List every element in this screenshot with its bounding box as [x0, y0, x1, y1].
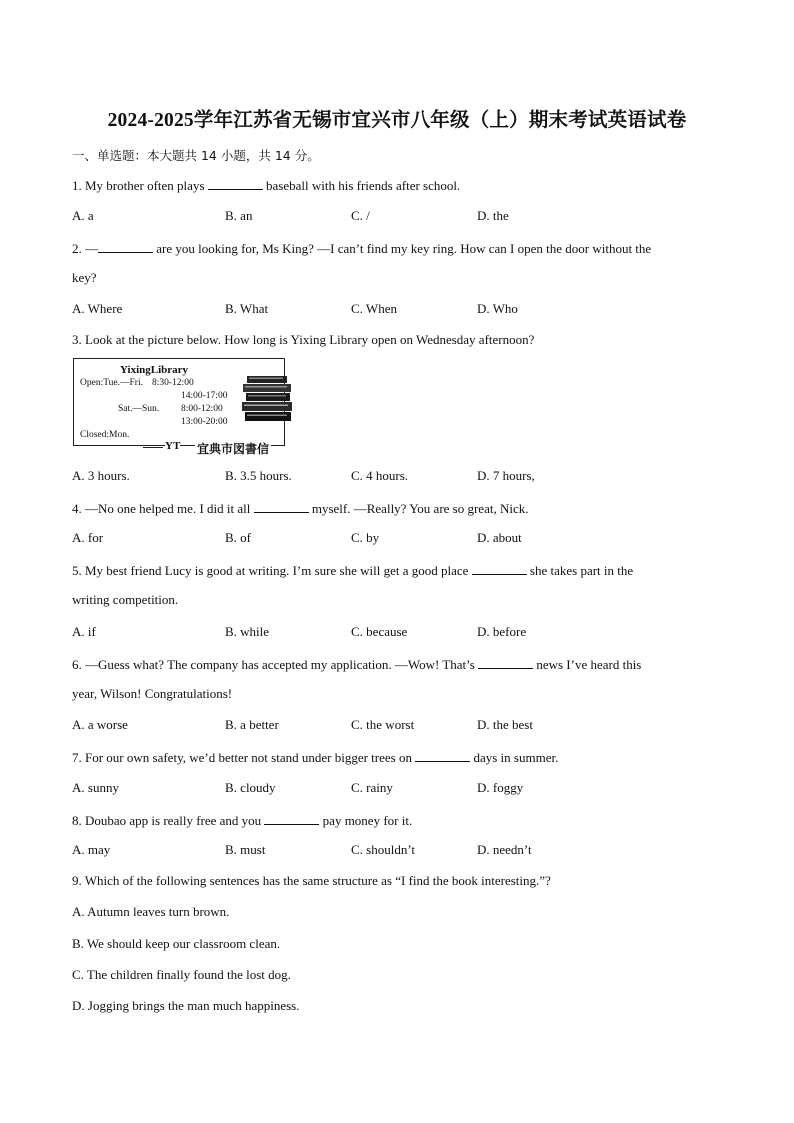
option-b: B. of: [225, 530, 251, 545]
option-a: A. for: [72, 530, 104, 545]
option-c: C. /: [351, 208, 370, 223]
question-6: [72, 655, 641, 673]
question-8: [72, 811, 412, 829]
weekday-morning-hours: 8:30-12:00: [152, 378, 194, 388]
option-d: D. Who: [477, 301, 518, 316]
question-2: [72, 239, 651, 257]
option-d: D. 7 hours,: [477, 468, 535, 483]
question-3: 3. Look at the picture below. How long is Yixing Library open on Wednesday afternoon?: [72, 332, 535, 347]
question-2-continued: key?: [72, 270, 97, 285]
answer-blank: [415, 748, 470, 762]
question-text: 1. My brother often plays: [72, 178, 208, 193]
option-b: B. 3.5 hours.: [225, 468, 292, 483]
question-5: [72, 561, 633, 579]
option-c: C. When: [351, 301, 397, 316]
open-weekdays-label: Open:Tue.—Fri.: [80, 378, 143, 388]
library-logo: YT: [165, 440, 181, 452]
question-7: [72, 748, 558, 766]
divider: [143, 447, 163, 448]
question-1: [72, 176, 460, 194]
weekend-label: Sat.—Sun.: [118, 404, 160, 414]
option-b: B. an: [225, 208, 253, 223]
page-title: 2024-2025学年江苏省无锡市宜兴市八年级（上）期末考试英语试卷: [107, 110, 687, 131]
answer-blank: [254, 499, 309, 513]
option-a: A. Where: [72, 301, 123, 316]
question-text: she takes part in the: [526, 563, 634, 578]
option-c: C. by: [351, 530, 380, 545]
option-b: B. while: [225, 624, 270, 639]
option-c: C. rainy: [351, 780, 393, 795]
question-text: 6. —Guess what? The company has accepted my application. —Wow! That’s: [72, 657, 479, 672]
option-b: B. What: [225, 301, 269, 316]
option-b: B. cloudy: [225, 780, 276, 795]
option-d: D. the best: [477, 717, 533, 732]
question-text: 8. Doubao app is really free and you: [72, 813, 265, 828]
question-6-continued: year, Wilson! Congratulations!: [72, 686, 233, 701]
question-text: 7. For our own safety, we’d better not stand under bigger trees on: [72, 750, 416, 765]
option-d: D. about: [477, 530, 522, 545]
answer-blank: [472, 561, 527, 575]
option-c: C. 4 hours.: [351, 468, 409, 483]
weekend-afternoon-hours: 13:00-20:00: [181, 417, 228, 427]
option-b: B. We should keep our classroom clean.: [72, 936, 281, 951]
question-text: news I’ve heard this: [533, 657, 642, 672]
option-c: C. The children finally found the lost dog.: [72, 967, 291, 982]
option-c: C. because: [351, 624, 408, 639]
option-c: C. shouldn’t: [351, 842, 416, 857]
option-a: A. if: [72, 624, 96, 639]
question-text: 4. —No one helped me. I did it all: [72, 501, 254, 516]
question-text: are you looking for, Ms King? —I can’t find my key ring. How can I open the door without the: [153, 241, 652, 256]
question-text: 5. My best friend Lucy is good at writing. I’m sure she will get a good place: [72, 563, 472, 578]
option-a: A. a: [72, 208, 94, 223]
answer-blank: [208, 176, 263, 190]
books-stack-icon: [241, 370, 297, 430]
answer-blank: [98, 239, 153, 253]
answer-blank: [264, 811, 319, 825]
question-text: myself. —Really? You are so great, Nick.: [308, 501, 529, 516]
question-text: 2. —: [72, 241, 98, 256]
section-heading: 一、单选题：本大题共 14 小题，共 14 分。: [72, 148, 320, 163]
option-d: D. Jogging brings the man much happiness.: [72, 998, 300, 1013]
question-text: baseball with his friends after school.: [262, 178, 461, 193]
option-a: A. may: [72, 842, 111, 857]
option-d: D. the: [477, 208, 509, 223]
library-name: YixingLibrary: [120, 364, 189, 376]
option-b: B. must: [225, 842, 266, 857]
option-a: A. 3 hours.: [72, 468, 130, 483]
option-a: A. a worse: [72, 717, 128, 732]
question-text: days in summer.: [470, 750, 559, 765]
option-c: C. the worst: [351, 717, 415, 732]
question-4: [72, 499, 528, 517]
option-d: D. needn’t: [477, 842, 532, 857]
option-a: A. Autumn leaves turn brown.: [72, 904, 230, 919]
answer-blank: [478, 655, 533, 669]
option-a: A. sunny: [72, 780, 119, 795]
question-9: 9. Which of the following sentences has the same structure as “I find the book interesting.”?: [72, 873, 551, 888]
question-text: pay money for it.: [319, 813, 413, 828]
library-sign-figure: [73, 358, 293, 456]
weekend-morning-hours: 8:00-12:00: [181, 404, 223, 414]
option-b: B. a better: [225, 717, 279, 732]
option-d: D. before: [477, 624, 527, 639]
library-chinese-name: 宜典市図書信: [197, 442, 270, 456]
closed-day: Closed:Mon.: [80, 430, 130, 440]
option-d: D. foggy: [477, 780, 524, 795]
question-5-continued: writing competition.: [72, 592, 179, 607]
weekday-afternoon-hours: 14:00-17:00: [181, 391, 228, 401]
